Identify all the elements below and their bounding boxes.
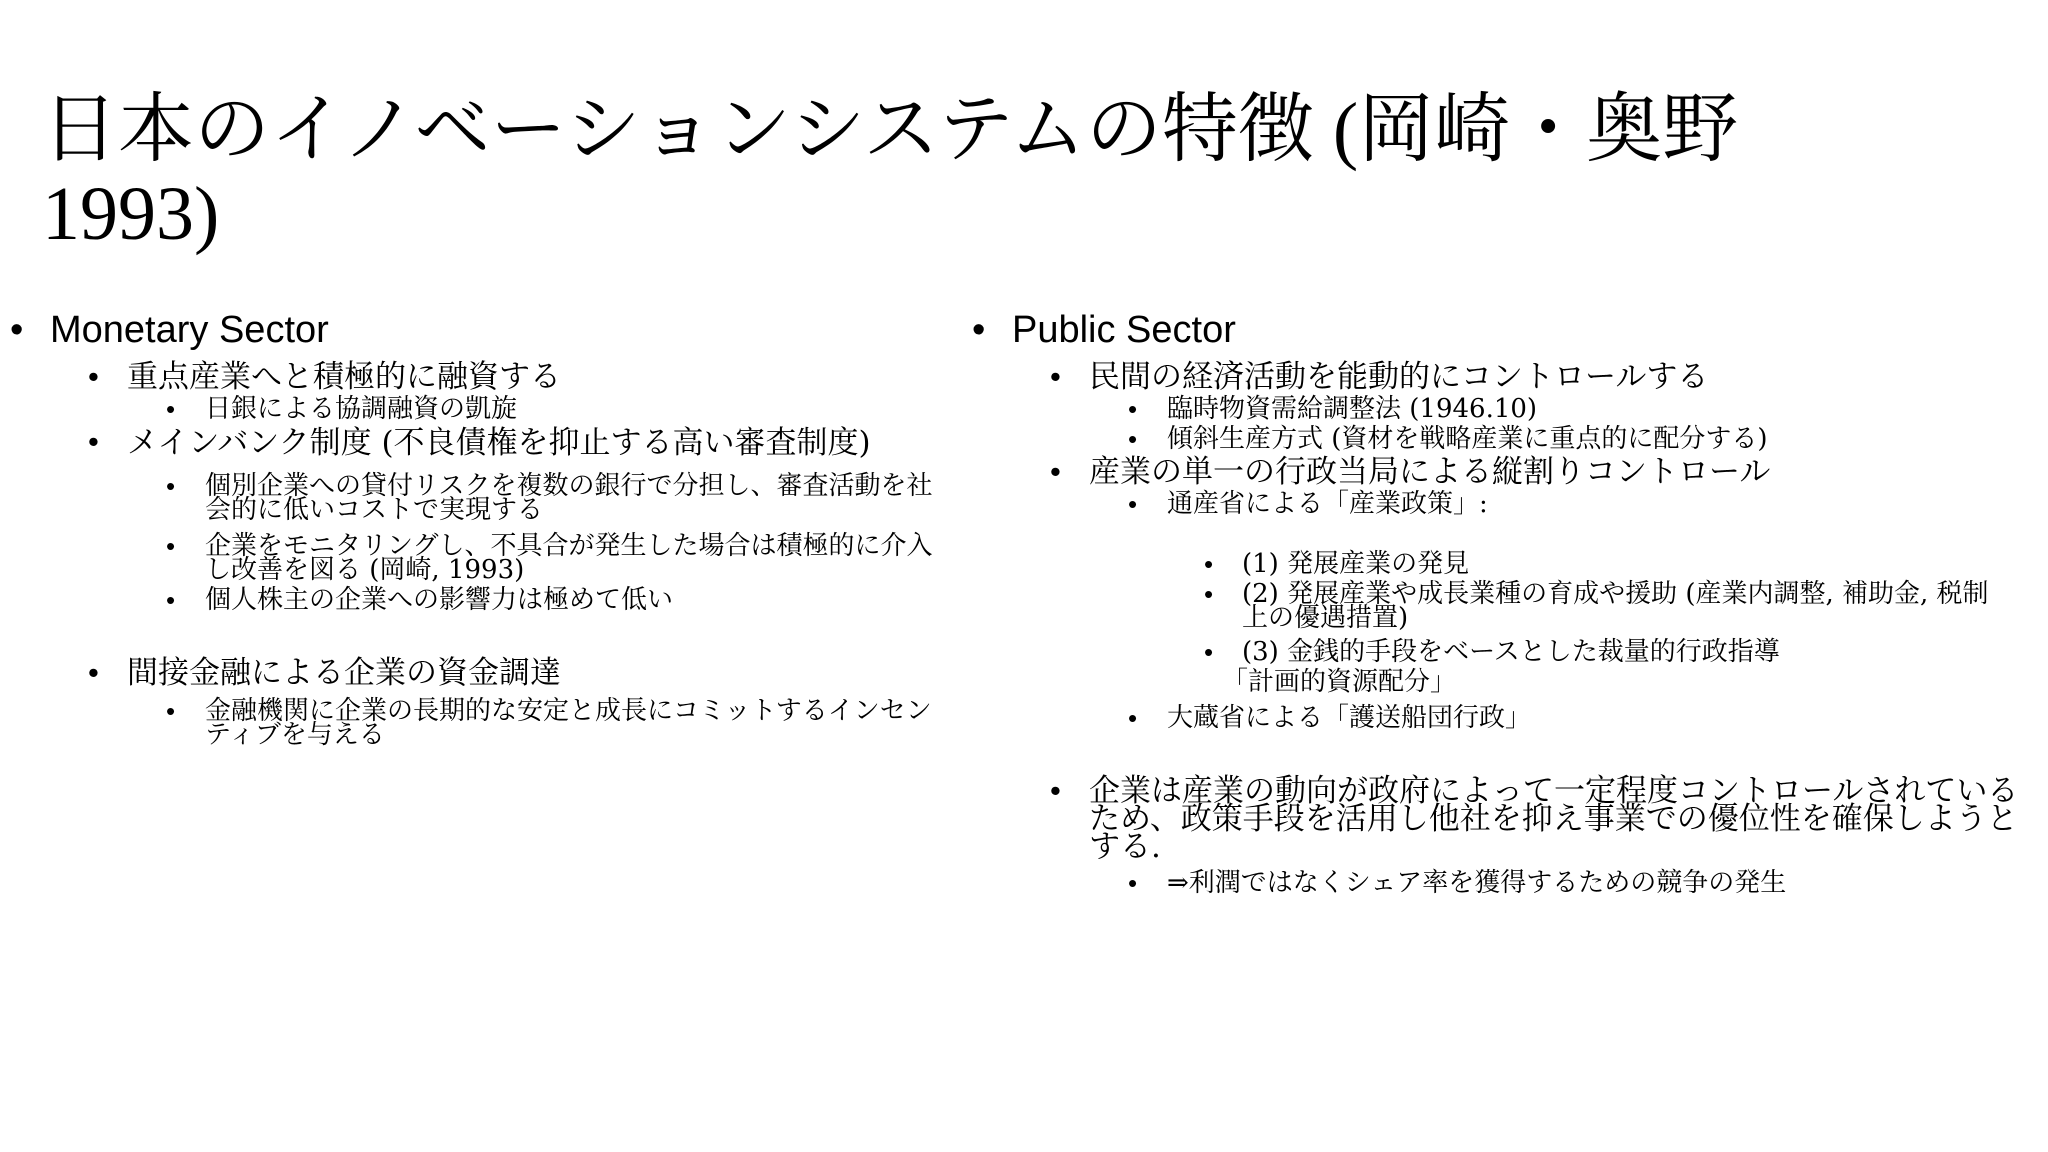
bullet: •: [1204, 549, 1214, 579]
list-item: • 日銀による協調融資の凱旋: [0, 391, 960, 421]
bullet: •: [166, 531, 176, 561]
bullet: •: [88, 359, 99, 394]
bullet: •: [1050, 454, 1061, 489]
bullet: •: [166, 585, 176, 615]
list-item: • 企業をモニタリングし、不具合が発生した場合は積極的に介入し改善を図る (岡崎, 1993): [0, 528, 960, 582]
slide-title: 日本のイノベーションシステムの特徴 (岡崎・奥野 1993): [42, 88, 1739, 256]
monetary-sector-column: [0, 304, 960, 750]
list-item: • 個人株主の企業への影響力は極めて低い: [0, 582, 960, 612]
bullet: •: [88, 424, 99, 459]
list-item: • (1) 発展産業の発見: [962, 546, 2048, 576]
bullet: •: [1128, 489, 1138, 519]
public-sector-heading: • Public Sector: [962, 304, 2048, 356]
bullet: •: [1128, 394, 1138, 424]
list-item: • 間接金融による企業の資金調達: [88, 655, 561, 691]
list-item: • 民間の経済活動を能動的にコントロールする: [1050, 359, 1709, 395]
bullet: •: [88, 655, 99, 690]
bullet: •: [1204, 579, 1214, 609]
list-item: • 金融機関に企業の長期的な安定と成長にコミットするインセンティブを与える: [0, 693, 960, 747]
list-item: • 通産省による「産業政策」:: [962, 486, 2048, 516]
list-item: • 大蔵省による「護送船団行政」: [962, 700, 2048, 730]
list-item: • 重点産業へと積極的に融資する: [88, 359, 561, 395]
list-item: • (3) 金銭的手段をベースとした裁量的行政指導: [962, 634, 2048, 664]
bullet: •: [1050, 359, 1061, 394]
bullet: •: [1050, 773, 1061, 808]
list-item: • メインバンク制度 (不良債権を抑止する高い審査制度): [88, 424, 871, 461]
bullet: •: [166, 696, 176, 726]
public-sector-column: [962, 304, 2048, 898]
list-item: • 傾斜生産方式 (資材を戦略産業に重点的に配分する): [962, 421, 2048, 451]
bullet: •: [1128, 868, 1138, 898]
list-item: • 個別企業への貸付リスクを複数の銀行で分担し、審査活動を社会的に低いコストで実現する: [0, 468, 960, 522]
bullet: •: [1128, 703, 1138, 733]
list-item: • 産業の単一の行政当局による縦割りコントロール: [1050, 454, 1771, 490]
list-item: • 臨時物資需給調整法 (1946.10): [962, 391, 2048, 421]
bullet: •: [166, 471, 176, 501]
monetary-sector-list: [0, 304, 960, 750]
monetary-sector-heading: • Monetary Sector: [0, 304, 960, 356]
list-item: • ⇒利潤ではなくシェア率を獲得するための競争の発生: [962, 865, 2048, 895]
list-item: • (2) 発展産業や成長業種の育成や援助 (産業内調整, 補助金, 税制上の優遇措置): [962, 576, 2048, 630]
bullet: •: [166, 394, 176, 424]
public-sector-list: [962, 304, 2048, 898]
bullet: •: [972, 309, 986, 351]
list-item: • 企業は産業の動向が政府によって一定程度コントロールされているため、政策手段を活用し他社を抑え事業での優位性を確保しようとする.: [1050, 773, 2019, 865]
bullet: •: [1204, 637, 1214, 667]
bullet: •: [10, 309, 24, 351]
policy-continuation: 「計画的資源配分」: [1222, 667, 1457, 697]
bullet: •: [1128, 424, 1138, 454]
